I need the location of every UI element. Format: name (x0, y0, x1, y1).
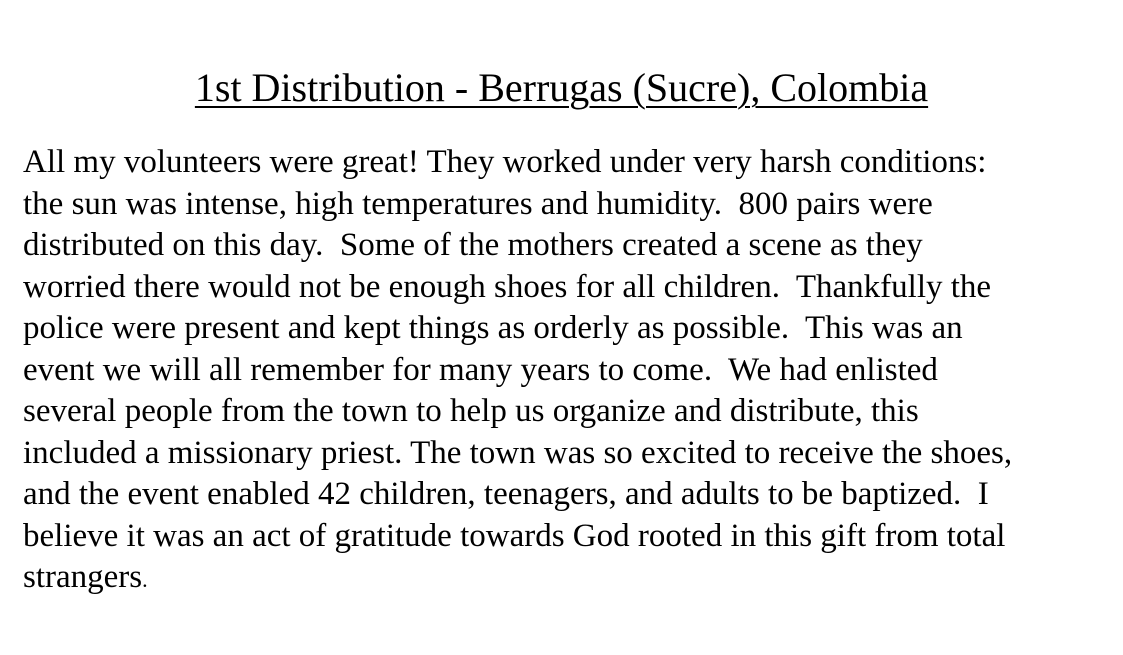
body-line: police were present and kept things as orderly as possible. This was an (23, 310, 963, 346)
body-line-last-text: strangers (23, 559, 143, 595)
body-line: and the event enabled 42 children, teenagers, and adults to be baptized. I (23, 476, 989, 512)
body-line: distributed on this day. Some of the mothers created a scene as they (23, 227, 923, 263)
body-line-last (23, 557, 1118, 601)
body-line: several people from the town to help us organize and distribute, this (23, 393, 919, 429)
body-paragraph (23, 142, 1118, 601)
body-line: included a missionary priest. The town was so excited to receive the shoes, (23, 434, 1013, 471)
body-line: event we will all remember for many years to come. We had enlisted (23, 351, 938, 388)
body-line: worried there would not be enough shoes for all children. Thankfully the (23, 268, 992, 305)
final-period: . (142, 567, 148, 592)
body-line: believe it was an act of gratitude towards God rooted in this gift from total (23, 517, 1006, 554)
document-title: 1st Distribution - Berrugas (Sucre), Colombia (194, 65, 929, 110)
body-line: the sun was intense, high temperatures and humidity. 800 pairs were (23, 185, 933, 222)
body-line: All my volunteers were great! They worked under very harsh conditions: (23, 144, 987, 180)
